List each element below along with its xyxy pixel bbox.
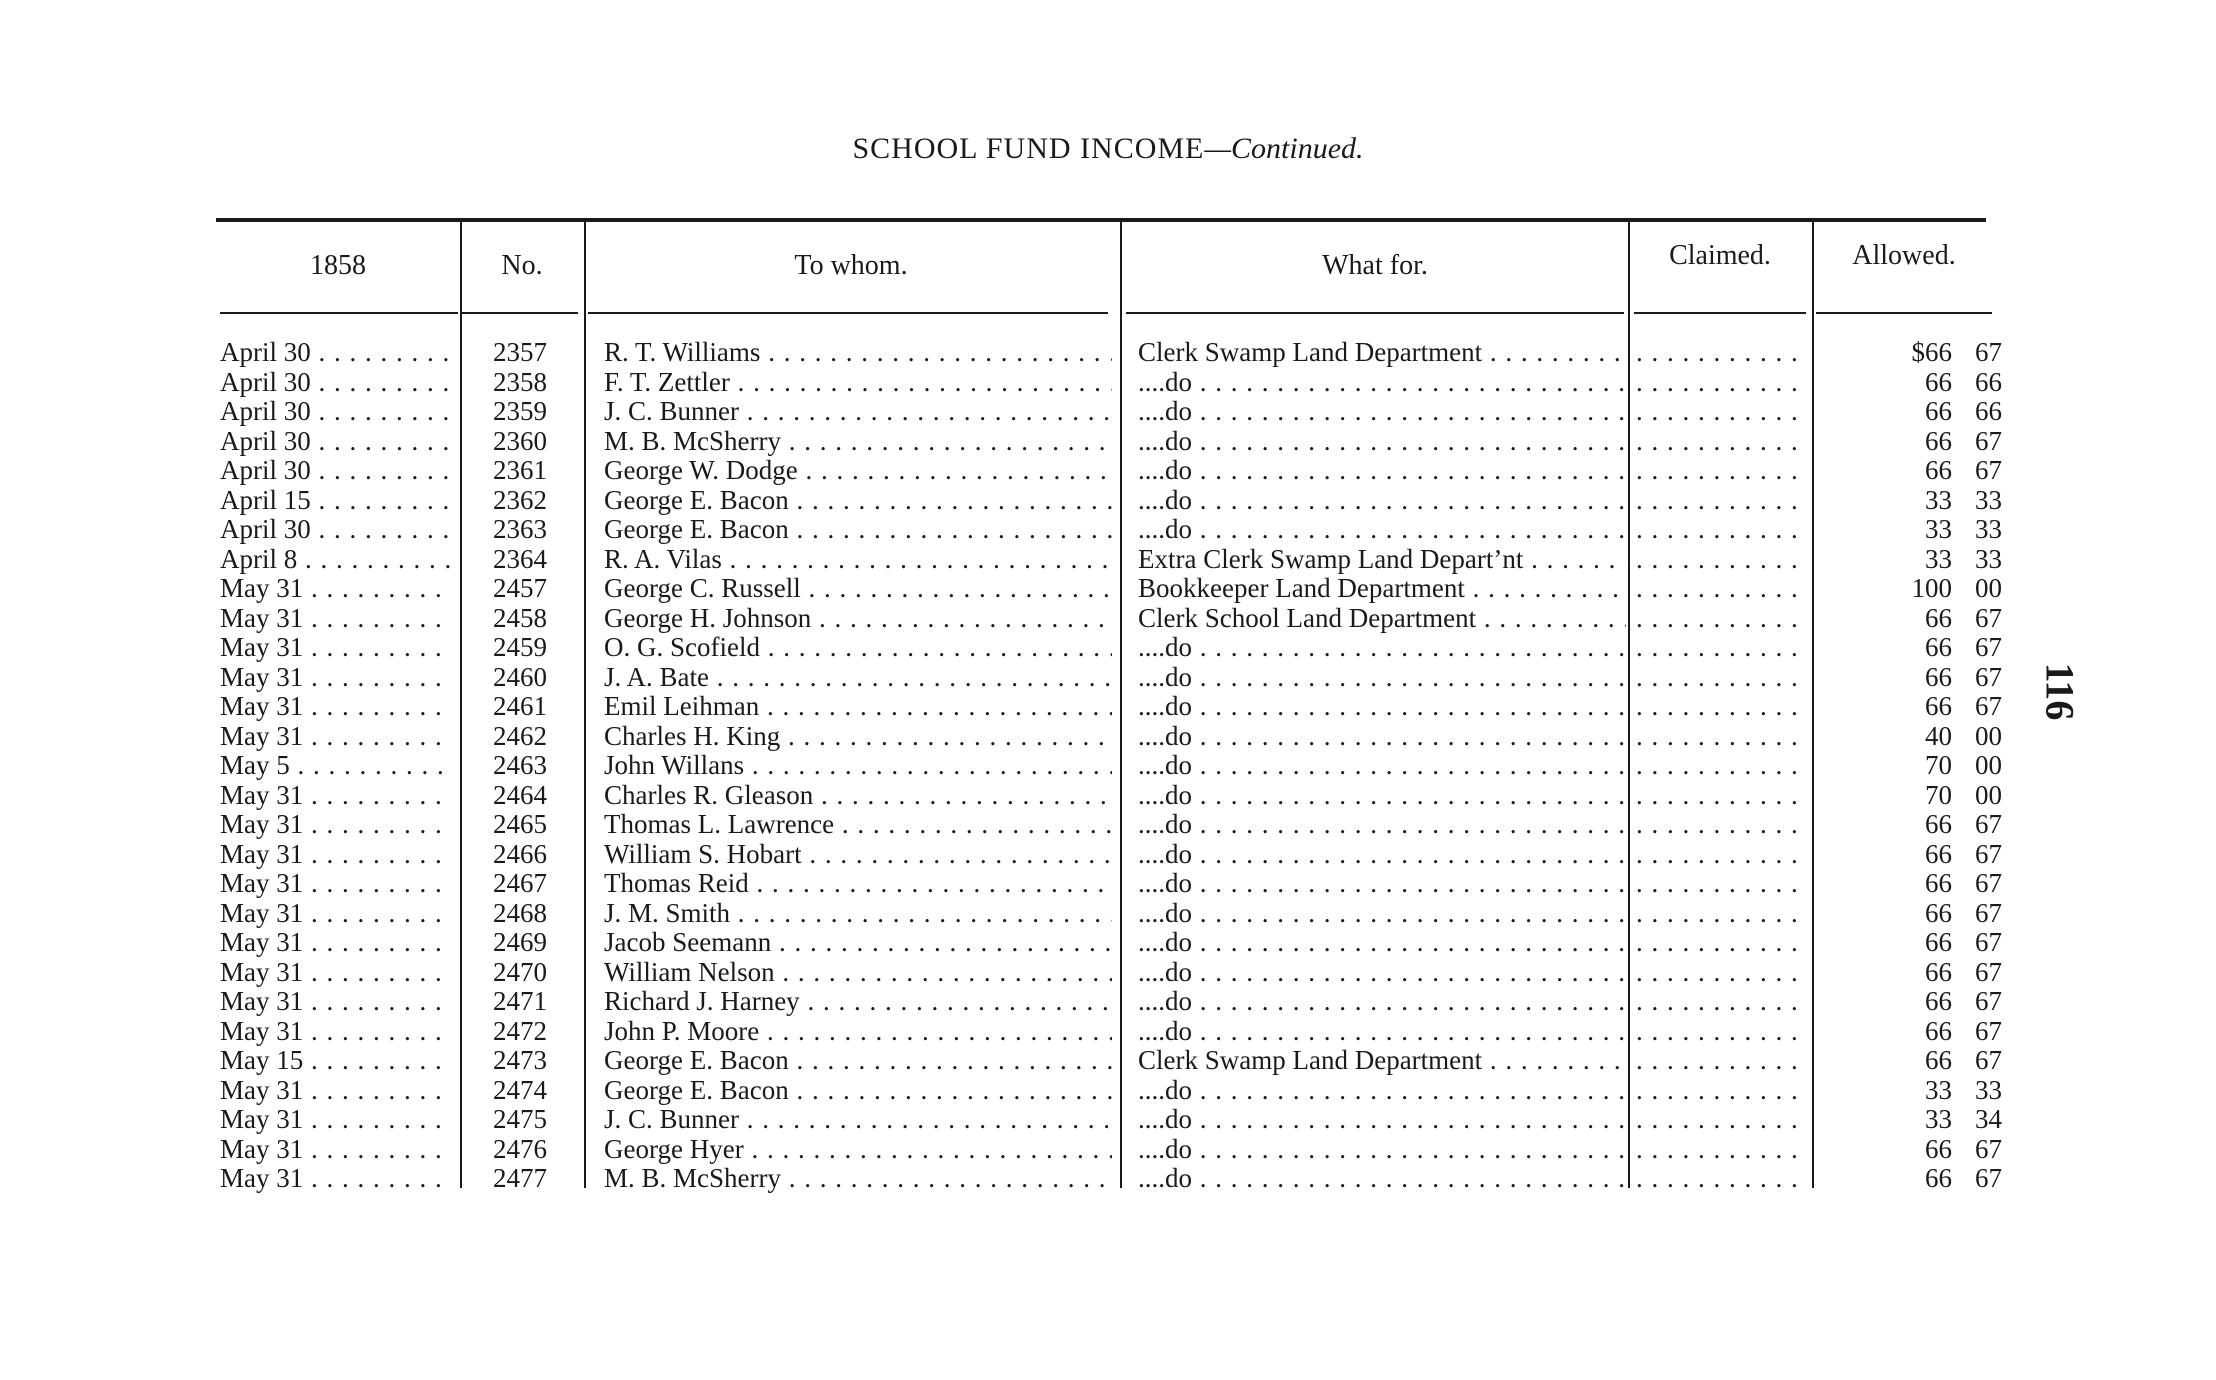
row-purpose: ....do . . . (1138, 397, 1626, 427)
table-row (0, 1017, 2216, 1047)
row-allowed-dollars: 33 (1925, 515, 1952, 544)
header-no: No. (501, 250, 543, 281)
row-allowed-cents: 67 (1975, 456, 2002, 485)
row-allowed (1820, 456, 2002, 486)
row-purpose: ....do . . . (1138, 368, 1626, 398)
row-date: May 31 . . . (220, 604, 452, 634)
row-purpose: ....do . . . (1138, 810, 1626, 840)
table-row (0, 958, 2216, 988)
row-allowed (1820, 1105, 2002, 1135)
row-date: May 31 . . . (220, 663, 452, 693)
row-allowed (1820, 545, 2002, 575)
row-payee: J. C. Bunner . . . (604, 397, 1112, 427)
row-date: May 31 . . . (220, 899, 452, 929)
row-payee: Jacob Seemann . . . (604, 928, 1112, 958)
row-date: May 31 . . . (220, 692, 452, 722)
header-rule-year (220, 312, 458, 314)
row-claimed (1636, 397, 1808, 427)
row-claimed (1636, 692, 1808, 722)
row-payee: George C. Russell . . . (604, 574, 1112, 604)
row-payee: J. A. Bate . . . (604, 663, 1112, 693)
row-payee: Thomas Reid . . . (604, 869, 1112, 899)
row-allowed (1820, 1017, 2002, 1047)
row-date: May 31 . . . (220, 1164, 452, 1194)
row-allowed-cents: 00 (1975, 574, 2002, 603)
row-claimed (1636, 1164, 1808, 1194)
row-allowed-dollars: 66 (1925, 633, 1952, 662)
header-rule-claimed (1634, 312, 1806, 314)
row-date: April 30 . . . (220, 456, 452, 486)
row-date: April 30 . . . (220, 515, 452, 545)
row-allowed-dollars: 66 (1925, 426, 1952, 456)
row-date: April 15 . . . (220, 486, 452, 516)
table-row (0, 368, 2216, 398)
table-row (0, 722, 2216, 752)
row-allowed-cents: 67 (1975, 987, 2002, 1016)
row-date: May 31 . . . (220, 869, 452, 899)
row-payee: O. G. Scofield . . . (604, 633, 1112, 663)
row-date: May 5 . . . (220, 751, 452, 781)
row-voucher-number: 2361 (493, 456, 547, 485)
row-payee: George E. Bacon . . . (604, 1076, 1112, 1106)
row-payee: George H. Johnson . . . (604, 604, 1112, 634)
header-rule-no (462, 312, 578, 314)
row-claimed (1636, 633, 1808, 663)
row-purpose: ....do . . . (1138, 1076, 1626, 1106)
row-claimed (1636, 781, 1808, 811)
table-row (0, 456, 2216, 486)
row-allowed-cents: 67 (1975, 1164, 2002, 1193)
row-allowed (1820, 751, 2002, 781)
row-date: May 31 . . . (220, 958, 452, 988)
row-date: May 31 . . . (220, 840, 452, 870)
row-allowed-dollars: 33 (1925, 544, 1952, 574)
row-claimed (1636, 368, 1808, 398)
row-claimed (1636, 751, 1808, 781)
row-allowed-dollars: 66 (1925, 810, 1952, 839)
row-purpose: ....do . . . (1138, 751, 1626, 781)
row-date: May 31 . . . (220, 987, 452, 1017)
row-payee: M. B. McSherry . . . (604, 1164, 1112, 1194)
row-allowed-dollars: 100 (1911, 574, 1952, 603)
row-allowed (1820, 781, 2002, 811)
row-payee: Charles R. Gleason . . . (604, 781, 1112, 811)
row-payee: George E. Bacon . . . (604, 1046, 1112, 1076)
row-allowed-dollars: 66 (1925, 692, 1952, 721)
row-purpose: ....do . . . (1138, 781, 1626, 811)
row-allowed-cents: 67 (1975, 898, 2002, 928)
row-allowed-cents: 33 (1975, 544, 2002, 574)
row-voucher-number: 2463 (493, 751, 547, 780)
row-claimed (1636, 604, 1808, 634)
row-allowed (1820, 604, 2002, 634)
header-rule-to-whom (588, 312, 1108, 314)
row-allowed-dollars: 66 (1925, 603, 1952, 633)
row-voucher-number: 2474 (493, 1075, 547, 1105)
row-voucher-number: 2462 (493, 721, 547, 751)
row-date: April 30 . . . (220, 338, 452, 368)
row-allowed-cents: 34 (1975, 1105, 2002, 1134)
table-row (0, 486, 2216, 516)
row-date: May 31 . . . (220, 633, 452, 663)
row-allowed-dollars: 66 (1925, 898, 1952, 928)
row-payee: John Willans . . . (604, 751, 1112, 781)
row-payee: Thomas L. Lawrence . . . (604, 810, 1112, 840)
row-allowed-cents: 67 (1975, 662, 2002, 692)
row-allowed-dollars: 66 (1925, 456, 1952, 485)
row-purpose: ....do . . . (1138, 1017, 1626, 1047)
row-voucher-number: 2458 (493, 603, 547, 633)
row-allowed (1820, 899, 2002, 929)
row-claimed (1636, 958, 1808, 988)
row-allowed (1820, 958, 2002, 988)
row-claimed (1636, 1046, 1808, 1076)
row-allowed-cents: 67 (1975, 928, 2002, 957)
row-purpose: ....do . . . (1138, 1164, 1626, 1194)
row-allowed (1820, 928, 2002, 958)
row-allowed-cents: 67 (1975, 1046, 2002, 1075)
row-voucher-number: 2362 (493, 485, 547, 515)
row-purpose: ....do . . . (1138, 427, 1626, 457)
page-title (0, 132, 2216, 166)
row-purpose: ....do . . . (1138, 840, 1626, 870)
row-payee: J. M. Smith . . . (604, 899, 1112, 929)
row-allowed (1820, 368, 2002, 398)
row-allowed-dollars: 66 (1925, 367, 1952, 397)
row-purpose: ....do . . . (1138, 958, 1626, 988)
row-claimed (1636, 810, 1808, 840)
row-allowed-dollars: 33 (1925, 1075, 1952, 1105)
table-row (0, 545, 2216, 575)
row-claimed (1636, 663, 1808, 693)
table-row (0, 781, 2216, 811)
row-allowed-cents: 66 (1975, 397, 2002, 426)
row-claimed (1636, 840, 1808, 870)
row-payee: William S. Hobart . . . (604, 840, 1112, 870)
table-row (0, 810, 2216, 840)
row-purpose: ....do . . . (1138, 456, 1626, 486)
row-allowed (1820, 869, 2002, 899)
header-rule-what-for (1126, 312, 1624, 314)
row-allowed-cents: 00 (1975, 751, 2002, 780)
row-purpose: ....do . . . (1138, 869, 1626, 899)
row-purpose: Clerk Swamp Land Department . . . (1138, 338, 1626, 368)
row-allowed (1820, 840, 2002, 870)
row-allowed (1820, 397, 2002, 427)
row-allowed (1820, 427, 2002, 457)
row-purpose: ....do . . . (1138, 1135, 1626, 1165)
row-purpose: Bookkeeper Land Department . . . (1138, 574, 1626, 604)
table-row (0, 1164, 2216, 1194)
row-date: April 30 . . . (220, 427, 452, 457)
row-allowed-cents: 33 (1975, 485, 2002, 515)
table-row (0, 1046, 2216, 1076)
row-allowed-dollars: 66 (1925, 869, 1952, 898)
row-date: April 30 . . . (220, 368, 452, 398)
table-row (0, 869, 2216, 899)
table-row (0, 663, 2216, 693)
table-row (0, 1135, 2216, 1165)
row-allowed-cents: 33 (1975, 1075, 2002, 1105)
table-row (0, 427, 2216, 457)
row-payee: Emil Leihman . . . (604, 692, 1112, 722)
row-allowed-dollars: 40 (1925, 721, 1952, 751)
row-allowed-cents: 67 (1975, 1134, 2002, 1164)
row-voucher-number: 2473 (493, 1046, 547, 1075)
table-row (0, 633, 2216, 663)
row-allowed-cents: 67 (1975, 338, 2002, 367)
row-allowed-dollars: 66 (1925, 397, 1952, 426)
row-allowed (1820, 1135, 2002, 1165)
row-allowed-cents: 67 (1975, 839, 2002, 869)
row-payee: R. A. Vilas . . . (604, 545, 1112, 575)
row-allowed (1820, 515, 2002, 545)
row-voucher-number: 2466 (493, 839, 547, 869)
row-claimed (1636, 869, 1808, 899)
row-allowed (1820, 810, 2002, 840)
row-date: May 31 . . . (220, 810, 452, 840)
row-allowed-dollars: 66 (1925, 957, 1952, 987)
row-allowed-dollars: 70 (1925, 751, 1952, 780)
table-row (0, 751, 2216, 781)
row-purpose: ....do . . . (1138, 633, 1626, 663)
row-allowed (1820, 987, 2002, 1017)
row-claimed (1636, 574, 1808, 604)
row-claimed (1636, 545, 1808, 575)
row-voucher-number: 2363 (493, 515, 547, 544)
row-date: April 30 . . . (220, 397, 452, 427)
row-allowed-cents: 67 (1975, 810, 2002, 839)
row-allowed-dollars: 70 (1925, 780, 1952, 810)
page-title-main: SCHOOL FUND INCOME (852, 132, 1205, 165)
row-date: May 31 . . . (220, 574, 452, 604)
row-purpose: ....do . . . (1138, 486, 1626, 516)
table-row (0, 1076, 2216, 1106)
row-allowed (1820, 338, 2002, 368)
row-claimed (1636, 456, 1808, 486)
row-allowed (1820, 722, 2002, 752)
row-allowed-dollars: 33 (1925, 485, 1952, 515)
row-allowed-dollars: 66 (1925, 1046, 1952, 1075)
row-date: May 31 . . . (220, 1105, 452, 1135)
row-allowed-dollars: 66 (1925, 1134, 1952, 1164)
row-allowed-dollars: 66 (1925, 928, 1952, 957)
row-claimed (1636, 427, 1808, 457)
page-title-suffix: —Continued. (1204, 132, 1364, 165)
row-payee: Charles H. King . . . (604, 722, 1112, 752)
row-voucher-number: 2359 (493, 397, 547, 426)
row-allowed (1820, 633, 2002, 663)
row-claimed (1636, 486, 1808, 516)
row-claimed (1636, 928, 1808, 958)
row-purpose: ....do . . . (1138, 899, 1626, 929)
row-allowed-cents: 67 (1975, 957, 2002, 987)
row-allowed-dollars: 66 (1925, 987, 1952, 1016)
row-payee: R. T. Williams . . . (604, 338, 1112, 368)
row-payee: George E. Bacon . . . (604, 486, 1112, 516)
row-allowed-cents: 00 (1975, 780, 2002, 810)
row-allowed (1820, 1164, 2002, 1194)
row-allowed-dollars: 66 (1925, 1164, 1952, 1193)
row-voucher-number: 2476 (493, 1134, 547, 1164)
header-allowed: Allowed. (1852, 240, 1956, 271)
table-top-rule (216, 218, 1986, 222)
row-purpose: ....do . . . (1138, 928, 1626, 958)
row-allowed-dollars: 66 (1925, 662, 1952, 692)
row-voucher-number: 2360 (493, 426, 547, 456)
row-purpose: ....do . . . (1138, 515, 1626, 545)
row-claimed (1636, 1076, 1808, 1106)
row-allowed (1820, 486, 2002, 516)
row-date: April 8 . . . (220, 545, 452, 575)
row-claimed (1636, 515, 1808, 545)
row-payee: J. C. Bunner . . . (604, 1105, 1112, 1135)
row-purpose: ....do . . . (1138, 987, 1626, 1017)
table-row (0, 1105, 2216, 1135)
table-row (0, 899, 2216, 929)
row-allowed-cents: 67 (1975, 1016, 2002, 1046)
row-allowed-cents: 33 (1975, 515, 2002, 544)
row-date: May 31 . . . (220, 781, 452, 811)
row-voucher-number: 2469 (493, 928, 547, 957)
row-allowed (1820, 663, 2002, 693)
row-voucher-number: 2465 (493, 810, 547, 839)
row-purpose: Clerk Swamp Land Department . . . (1138, 1046, 1626, 1076)
table-row (0, 692, 2216, 722)
row-claimed (1636, 338, 1808, 368)
row-purpose: ....do . . . (1138, 1105, 1626, 1135)
table-row (0, 604, 2216, 634)
row-voucher-number: 2475 (493, 1105, 547, 1134)
row-purpose: ....do . . . (1138, 722, 1626, 752)
row-date: May 31 . . . (220, 722, 452, 752)
row-payee: George E. Bacon . . . (604, 515, 1112, 545)
row-date: May 31 . . . (220, 928, 452, 958)
row-voucher-number: 2470 (493, 957, 547, 987)
table-row (0, 840, 2216, 870)
row-claimed (1636, 1135, 1808, 1165)
row-allowed-cents: 67 (1975, 603, 2002, 633)
row-allowed-cents: 67 (1975, 633, 2002, 662)
header-year: 1858 (310, 250, 366, 281)
row-date: May 31 . . . (220, 1076, 452, 1106)
row-voucher-number: 2459 (493, 633, 547, 662)
row-allowed (1820, 574, 2002, 604)
row-allowed-dollars: 66 (1925, 839, 1952, 869)
row-voucher-number: 2472 (493, 1016, 547, 1046)
table-row (0, 987, 2216, 1017)
row-allowed-cents: 00 (1975, 721, 2002, 751)
table-row (0, 515, 2216, 545)
row-claimed (1636, 1105, 1808, 1135)
row-voucher-number: 2457 (493, 574, 547, 603)
row-payee: William Nelson . . . (604, 958, 1112, 988)
row-allowed-dollars: 66 (1925, 1016, 1952, 1046)
row-allowed (1820, 692, 2002, 722)
row-voucher-number: 2471 (493, 987, 547, 1016)
row-allowed-cents: 67 (1975, 869, 2002, 898)
row-allowed-cents: 67 (1975, 692, 2002, 721)
table-row (0, 338, 2216, 368)
table-row (0, 397, 2216, 427)
row-claimed (1636, 899, 1808, 929)
row-payee: George Hyer . . . (604, 1135, 1112, 1165)
row-purpose: Extra Clerk Swamp Land Depart’nt . . . (1138, 545, 1626, 575)
row-payee: Richard J. Harney . . . (604, 987, 1112, 1017)
row-voucher-number: 2468 (493, 898, 547, 928)
row-allowed-cents: 66 (1975, 367, 2002, 397)
row-payee: M. B. McSherry . . . (604, 427, 1112, 457)
row-payee: F. T. Zettler . . . (604, 368, 1112, 398)
row-date: May 31 . . . (220, 1135, 452, 1165)
row-voucher-number: 2467 (493, 869, 547, 898)
header-claimed: Claimed. (1669, 240, 1771, 271)
row-voucher-number: 2364 (493, 544, 547, 574)
row-voucher-number: 2358 (493, 367, 547, 397)
header-to-whom: To whom. (794, 250, 908, 281)
row-claimed (1636, 722, 1808, 752)
row-date: May 31 . . . (220, 1017, 452, 1047)
row-allowed-dollars: 33 (1925, 1105, 1952, 1134)
row-purpose: Clerk School Land Department . . . (1138, 604, 1626, 634)
header-rule-allowed (1816, 312, 1992, 314)
row-claimed (1636, 987, 1808, 1017)
row-purpose: ....do . . . (1138, 663, 1626, 693)
row-allowed-cents: 67 (1975, 426, 2002, 456)
row-claimed (1636, 1017, 1808, 1047)
header-what-for: What for. (1322, 250, 1428, 281)
page-number: 116 (2037, 662, 2083, 721)
row-voucher-number: 2357 (493, 338, 547, 367)
row-voucher-number: 2464 (493, 780, 547, 810)
row-allowed-dollars: $66 (1911, 338, 1952, 367)
row-payee: George W. Dodge . . . (604, 456, 1112, 486)
ledger-rows (0, 338, 2216, 1194)
row-allowed (1820, 1046, 2002, 1076)
table-row (0, 928, 2216, 958)
row-voucher-number: 2477 (493, 1164, 547, 1193)
table-row (0, 574, 2216, 604)
row-voucher-number: 2461 (493, 692, 547, 721)
row-payee: John P. Moore . . . (604, 1017, 1112, 1047)
row-voucher-number: 2460 (493, 662, 547, 692)
row-date: May 15 . . . (220, 1046, 452, 1076)
row-purpose: ....do . . . (1138, 692, 1626, 722)
row-allowed (1820, 1076, 2002, 1106)
